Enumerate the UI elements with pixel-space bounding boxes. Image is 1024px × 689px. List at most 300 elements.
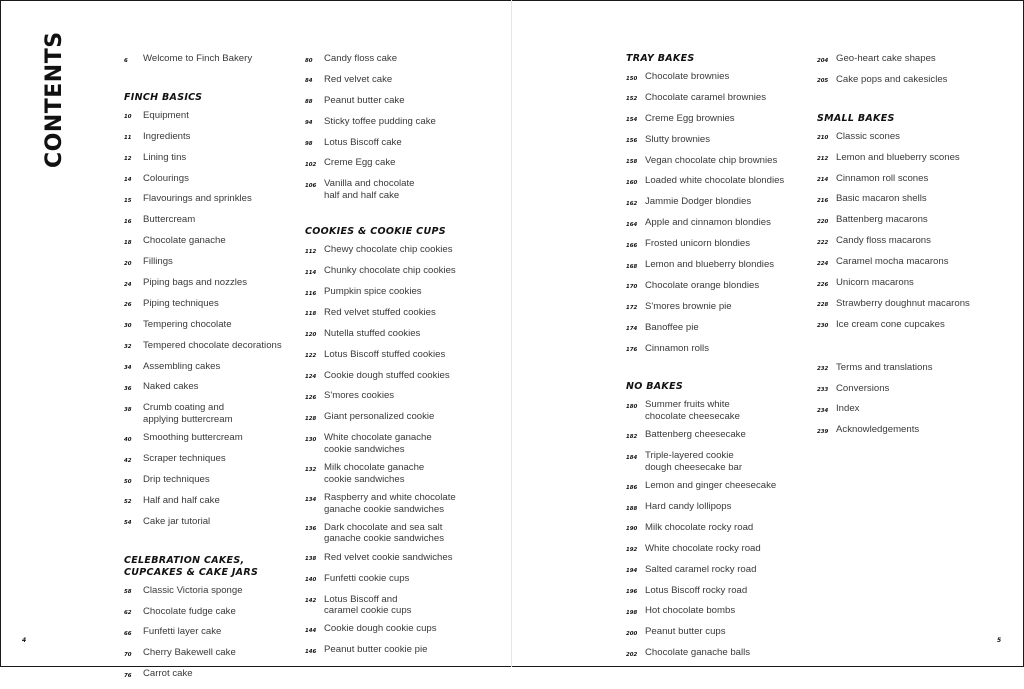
toc-entry[interactable] [305,244,495,258]
toc-entry-title: Chocolate caramel brownies [645,91,767,103]
toc-entry-title: Battenberg macarons [836,214,928,226]
toc-entry[interactable] [817,298,1007,312]
toc-column-4 [817,53,1007,445]
toc-entry-title: Lemon and blueberry blondies [645,259,775,271]
toc-entry[interactable] [626,585,811,599]
toc-entry-page-number: 32 [124,344,132,351]
toc-entry[interactable] [124,585,309,599]
toc-section [124,555,309,683]
toc-entry-page-number: 116 [305,290,317,297]
toc-entry[interactable] [305,594,495,617]
toc-entry[interactable] [305,286,495,300]
toc-entry[interactable] [817,403,1007,417]
toc-entry[interactable] [124,647,309,661]
toc-entry[interactable] [124,298,309,312]
toc-entry-page-number: 114 [305,269,317,276]
toc-entry-page-number: 58 [124,589,132,596]
toc-entry-title: Milk chocolate ganache cookie sandwiches [324,462,425,485]
toc-entry-page-number: 186 [626,484,638,491]
toc-entry-title: Milk chocolate rocky road [645,521,754,533]
section-spacer [305,208,495,226]
toc-entry-page-number: 11 [124,135,132,142]
toc-entry[interactable] [626,155,811,169]
toc-entry-page-number: 222 [817,239,829,246]
toc-entry-page-number: 52 [124,499,132,506]
section-heading: NO BAKES [626,381,684,393]
toc-entry-page-number: 212 [817,156,829,163]
toc-entry[interactable] [124,152,309,166]
page-number-left: 4 [22,637,27,644]
toc-entry-page-number: 204 [817,57,829,64]
toc-entry-page-number: 106 [305,182,317,189]
toc-entry[interactable] [626,217,811,231]
toc-entry-page-number: 80 [305,57,313,64]
toc-entry-page-number: 174 [626,326,638,333]
toc-entry-title: Chocolate orange blondies [645,279,760,291]
toc-entry[interactable] [305,492,495,515]
toc-entry-page-number: 62 [124,610,132,617]
section-spacer [817,95,1007,113]
toc-entry-page-number: 150 [626,75,638,82]
toc-entry-title: S'mores cookies [324,390,395,402]
toc-entry-title: Hard candy lollipops [645,501,732,513]
toc-entry-page-number: 200 [626,630,638,637]
toc-entry-page-number: 20 [124,260,132,267]
toc-entry-title: Lining tins [143,151,187,163]
toc-entry-page-number: 234 [817,407,829,414]
toc-entry[interactable] [817,383,1007,397]
toc-entry[interactable] [626,522,811,536]
toc-column-2 [305,53,495,665]
toc-entry-title: Drip techniques [143,474,210,486]
toc-entry[interactable] [626,543,811,557]
toc-entry[interactable] [626,280,811,294]
toc-entry[interactable] [124,606,309,620]
toc-entry[interactable] [124,626,309,640]
toc-entry-page-number: 128 [305,415,317,422]
toc-entry-title: Piping techniques [143,297,219,309]
toc-entry[interactable] [124,432,309,446]
toc-entry[interactable] [305,95,495,109]
toc-entry-title: Cake jar tutorial [143,515,211,527]
toc-entry-page-number: 164 [626,221,638,228]
toc-entry-title: Lemon and ginger cheesecake [645,480,777,492]
toc-entry-page-number: 230 [817,323,829,330]
toc-entry-page-number: 140 [305,577,317,584]
toc-entry-title: Lotus Biscoff rocky road [645,584,748,596]
toc-entry-title: Candy floss cake [324,53,398,64]
toc-entry-title: Red velvet cake [324,73,393,85]
toc-entry-page-number: 98 [305,141,313,148]
toc-entry-title: Giant personalized cookie [324,411,435,423]
toc-entry-title: Ingredients [143,130,191,142]
toc-entry[interactable] [124,277,309,291]
section-spacer [626,363,811,381]
toc-entry-title: Colourings [143,172,189,184]
toc-entry-title: Buttercream [143,214,196,226]
toc-entry[interactable] [626,196,811,210]
toc-entry-page-number: 156 [626,138,638,145]
toc-entry[interactable] [626,238,811,252]
toc-entry-title: Piping bags and nozzles [143,277,248,289]
toc-entry-title: Nutella stuffed cookies [324,327,421,339]
toc-entry-page-number: 118 [305,311,317,318]
toc-entry[interactable] [305,522,495,545]
toc-entry-page-number: 16 [124,218,132,225]
toc-entry-title: Scraper techniques [143,453,226,465]
toc-entry-page-number: 233 [817,387,829,394]
toc-entry[interactable] [124,193,309,207]
toc-entry-page-number: 15 [124,197,132,204]
toc-entry-title: S'mores brownie pie [645,300,732,312]
toc-entry-page-number: 66 [124,630,132,637]
toc-entry-page-number: 136 [305,526,317,533]
toc-entry[interactable] [124,131,309,145]
toc-entry-page-number: 210 [817,135,829,142]
toc-column-3 [626,53,811,668]
contents-heading [42,31,82,172]
section-spacer [124,537,309,555]
toc-entry-title: Assembling cakes [143,360,221,372]
toc-entry-page-number: 160 [626,179,638,186]
section-heading: CELEBRATION CAKES, CUPCAKES & CAKE JARS [124,554,259,578]
toc-entry-title: Tempering chocolate [143,318,232,330]
toc-entry-page-number: 42 [124,457,132,464]
toc-entry-page-number: 36 [124,385,132,392]
toc-entry[interactable] [124,173,309,187]
toc-entry-title: Unicorn macarons [836,277,914,289]
toc-entry-page-number: 180 [626,403,638,410]
toc-entry[interactable] [817,173,1007,187]
toc-entry[interactable] [817,74,1007,88]
toc-entry-page-number: 170 [626,284,638,291]
toc-entry[interactable] [817,362,1007,376]
toc-entry[interactable] [305,74,495,88]
toc-entry-title: Fillings [143,256,173,268]
toc-entry-page-number: 152 [626,96,638,103]
toc-entry-page-number: 190 [626,526,638,533]
toc-entry[interactable] [626,429,811,443]
toc-entry[interactable] [626,626,811,640]
toc-entry-title: Strawberry doughnut macarons [836,297,970,309]
toc-entry-page-number: 10 [124,114,132,121]
toc-entry-page-number: 38 [124,406,132,413]
toc-entry-title: Cookie dough cookie cups [324,623,437,635]
toc-entry[interactable] [124,256,309,270]
toc-entry-title: Creme Egg brownies [645,112,735,124]
toc-entry-page-number: 84 [305,78,313,85]
toc-entry-page-number: 196 [626,589,638,596]
toc-entry[interactable] [817,193,1007,207]
toc-entry[interactable] [626,259,811,273]
toc-entry-title: Terms and translations [836,361,933,373]
toc-entry-page-number: 88 [305,99,313,106]
toc-entry-title: Battenberg cheesecake [645,429,746,441]
toc-entry-page-number: 18 [124,239,132,246]
toc-entry-title: Cinnamon rolls [645,342,709,354]
toc-entry-title: Loaded white chocolate blondies [645,175,785,187]
toc-entry[interactable] [124,361,309,375]
toc-entry[interactable] [305,307,495,321]
toc-entry-page-number: 12 [124,156,132,163]
toc-entry-title: Apple and cinnamon blondies [645,217,771,229]
toc-section [817,362,1007,439]
toc-entry-page-number: 158 [626,159,638,166]
toc-entry[interactable] [817,277,1007,291]
toc-entry-title: Tempered chocolate decorations [143,339,282,351]
toc-entry-title: Peanut butter cups [645,626,726,638]
toc-entry-page-number: 124 [305,374,317,381]
toc-entry-title: Sticky toffee pudding cake [324,115,436,127]
toc-entry[interactable] [305,116,495,130]
toc-entry-title: Lotus Biscoff stuffed cookies [324,348,446,360]
toc-entry-page-number: 26 [124,302,132,309]
toc-entry-page-number: 112 [305,248,317,255]
toc-entry-title: Carrot cake [143,668,193,680]
toc-section [626,381,811,661]
toc-entry[interactable] [626,501,811,515]
toc-entry[interactable] [305,349,495,363]
toc-entry-page-number: 192 [626,547,638,554]
toc-entry[interactable] [305,462,495,485]
toc-entry[interactable] [817,131,1007,145]
toc-entry-title: White chocolate ganache cookie sandwiches [324,432,432,455]
section-heading: SMALL BAKES [817,112,895,124]
toc-entry-page-number: 166 [626,242,638,249]
toc-entry-title: Acknowledgements [836,424,920,436]
toc-entry-page-number: 40 [124,436,132,443]
toc-entry-title: Hot chocolate bombs [645,605,736,617]
toc-entry[interactable] [817,214,1007,228]
toc-entry-title: Funfetti cookie cups [324,572,410,584]
toc-entry-title: Banoffee pie [645,321,699,333]
toc-entry-title: Peanut butter cookie pie [324,644,428,656]
toc-entry[interactable] [626,113,811,127]
toc-entry-title: Equipment [143,109,189,121]
toc-entry-page-number: 154 [626,117,638,124]
toc-entry-page-number: 102 [305,161,317,168]
toc-entry-title: Cherry Bakewell cake [143,647,236,659]
toc-entry[interactable] [626,450,811,473]
toc-entry-page-number: 14 [124,177,132,184]
toc-entry-page-number: 162 [626,200,638,207]
toc-entry-title: Vegan chocolate chip brownies [645,154,778,166]
toc-entry-title: Chunky chocolate chip cookies [324,265,456,277]
toc-entry-page-number: 224 [817,260,829,267]
toc-entry[interactable] [124,402,309,425]
toc-entry-title: Geo-heart cake shapes [836,53,936,64]
toc-entry-title: Ice cream cone cupcakes [836,318,945,330]
toc-entry-title: Vanilla and chocolate half and half cake [324,178,415,201]
toc-entry[interactable] [305,265,495,279]
toc-entry-page-number: 126 [305,394,317,401]
toc-entry-page-number: 120 [305,332,317,339]
section-heading: FINCH BASICS [124,91,203,103]
toc-entry-page-number: 176 [626,347,638,354]
toc-entry[interactable] [817,256,1007,270]
toc-entry-page-number: 184 [626,454,638,461]
toc-entry-title: Caramel mocha macarons [836,256,949,268]
toc-entry-title: Raspberry and white chocolate ganache cookie sandwiches [324,492,456,515]
toc-entry-page-number: 50 [124,478,132,485]
toc-entry[interactable] [124,381,309,395]
toc-entry[interactable] [817,53,1007,67]
toc-entry-page-number: 220 [817,218,829,225]
toc-column-1 [124,53,309,689]
toc-entry-title: Classic scones [836,130,900,142]
toc-entry-page-number: 94 [305,120,313,127]
toc-entry-page-number: 216 [817,197,829,204]
section-spacer [124,74,309,92]
toc-entry[interactable] [124,668,309,682]
page-number-right: 5 [997,637,1002,644]
toc-entry-title: Funfetti layer cake [143,626,222,638]
toc-entry-title: Cinnamon roll scones [836,172,929,184]
toc-entry-title: White chocolate rocky road [645,542,761,554]
toc-entry[interactable] [305,137,495,151]
toc-entry-page-number: 228 [817,302,829,309]
toc-entry[interactable] [305,644,495,658]
toc-entry[interactable] [626,134,811,148]
toc-entry[interactable] [626,71,811,85]
toc-entry[interactable] [124,110,309,124]
toc-entry-page-number: 76 [124,672,132,679]
toc-entry-title: Frosted unicorn blondies [645,238,751,250]
section-heading: TRAY BAKES [626,53,695,64]
toc-entry-page-number: 70 [124,651,132,658]
toc-entry-title: Creme Egg cake [324,157,396,169]
toc-entry-title: Triple-layered cookie dough cheesecake bar [645,450,743,473]
toc-entry-page-number: 202 [626,651,638,658]
toc-entry-title: Smoothing buttercream [143,432,243,444]
spine-gutter [511,0,512,667]
toc-entry-title: Lotus Biscoff and caramel cookie cups [324,593,412,617]
toc-entry[interactable] [305,390,495,404]
toc-entry[interactable] [124,319,309,333]
toc-entry-title: Lotus Biscoff cake [324,136,402,148]
toc-entry[interactable] [626,399,811,422]
section-spacer [817,340,1007,362]
toc-section [817,53,1007,88]
toc-entry-title: Chocolate brownies [645,71,730,82]
toc-entry-page-number: 34 [124,365,132,372]
toc-entry-page-number: 205 [817,78,829,85]
toc-entry[interactable] [626,175,811,189]
toc-entry-page-number: 214 [817,177,829,184]
toc-entry[interactable] [305,432,495,455]
toc-entry[interactable] [305,370,495,384]
toc-entry[interactable] [124,516,309,530]
toc-entry[interactable] [124,474,309,488]
section-heading: COOKIES & COOKIE CUPS [305,226,446,238]
toc-section [305,53,495,201]
toc-entry-page-number: 194 [626,568,638,575]
toc-entry-title: Cookie dough stuffed cookies [324,369,450,381]
toc-entry[interactable] [124,235,309,249]
toc-entry[interactable] [626,343,811,357]
toc-section [124,53,309,67]
toc-entry-title: Chewy chocolate chip cookies [324,244,453,256]
toc-entry[interactable] [626,322,811,336]
toc-entry[interactable] [626,605,811,619]
toc-entry[interactable] [305,328,495,342]
toc-entry-title: Dark chocolate and sea salt ganache cookie sandwiches [324,521,445,545]
toc-entry-page-number: 30 [124,323,132,330]
toc-entry[interactable] [305,157,495,171]
toc-entry[interactable] [817,152,1007,166]
toc-entry-page-number: 144 [305,627,317,634]
toc-entry-page-number: 122 [305,353,317,360]
toc-entry[interactable] [124,453,309,467]
toc-entry-title: Red velvet cookie sandwiches [324,551,453,563]
toc-section [124,92,309,530]
toc-entry[interactable] [305,53,495,67]
toc-entry-page-number: 226 [817,281,829,288]
toc-entry-title: Chocolate fudge cake [143,605,236,617]
toc-entry[interactable] [305,552,495,566]
toc-entry-page-number: 188 [626,505,638,512]
toc-entry-page-number: 132 [305,466,317,473]
toc-entry-title: Classic Victoria sponge [143,584,243,596]
toc-entry-page-number: 134 [305,496,317,503]
toc-entry-page-number: 138 [305,556,317,563]
toc-entry-page-number: 54 [124,520,132,527]
toc-entry[interactable] [124,340,309,354]
toc-entry-title: Flavourings and sprinkles [143,193,252,205]
toc-entry[interactable] [817,319,1007,333]
toc-entry[interactable] [626,301,811,315]
toc-entry[interactable] [305,178,495,201]
toc-entry[interactable] [626,647,811,661]
toc-entry[interactable] [626,564,811,578]
toc-entry-title: Slutty brownies [645,133,711,145]
toc-entry-title: Peanut butter cake [324,94,405,106]
toc-entry-title: Naked cakes [143,381,199,393]
toc-entry-title: Welcome to Finch Bakery [143,53,253,64]
contents-heading-text: CONTENTS [42,31,67,168]
toc-entry[interactable] [626,480,811,494]
toc-entry-title: Lemon and blueberry scones [836,151,960,163]
toc-entry-page-number: 232 [817,366,829,373]
toc-entry[interactable] [305,411,495,425]
toc-entry-title: Candy floss macarons [836,235,931,247]
toc-entry-page-number: 198 [626,609,638,616]
toc-entry-page-number: 172 [626,305,638,312]
toc-entry[interactable] [305,573,495,587]
toc-entry-title: Basic macaron shells [836,193,927,205]
toc-entry[interactable] [305,623,495,637]
toc-entry-title: Jammie Dodger blondies [645,196,752,208]
toc-entry-title: Half and half cake [143,494,220,506]
toc-section [817,113,1007,333]
toc-section [305,226,495,658]
toc-entry-page-number: 182 [626,433,638,440]
toc-entry-page-number: 142 [305,598,317,605]
toc-entry[interactable] [817,424,1007,438]
toc-entry-title: Salted caramel rocky road [645,563,757,575]
toc-section [626,53,811,357]
toc-entry-title: Red velvet stuffed cookies [324,306,436,318]
toc-entry[interactable] [817,235,1007,249]
toc-entry[interactable] [626,92,811,106]
toc-entry-page-number: 168 [626,263,638,270]
toc-entry[interactable] [124,495,309,509]
toc-entry-title: Index [836,403,860,415]
toc-entry-title: Chocolate ganache balls [645,647,751,659]
toc-entry-page-number: 24 [124,281,132,288]
toc-entry[interactable] [124,53,309,67]
toc-entry[interactable] [124,214,309,228]
